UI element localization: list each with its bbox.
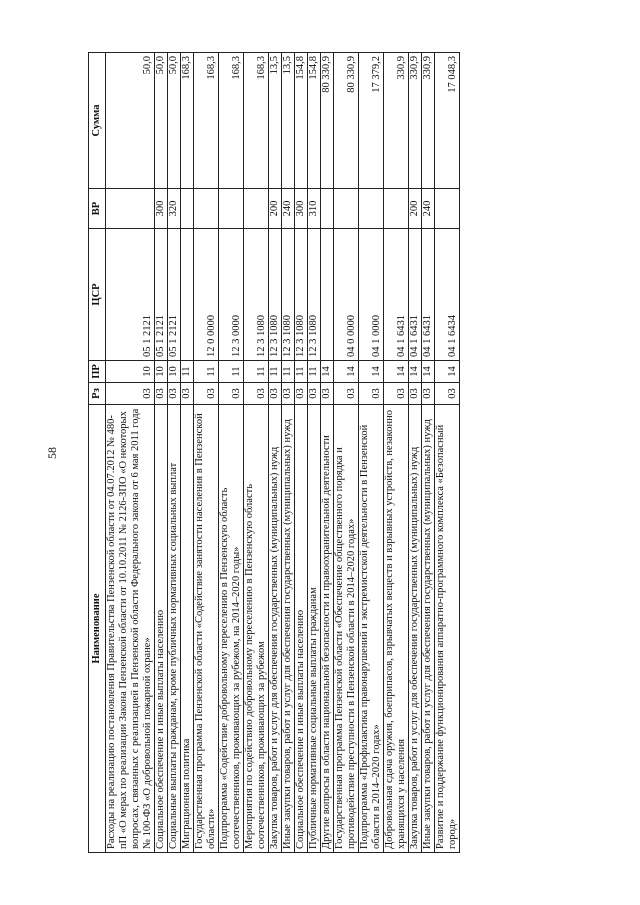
cell-rz: 03	[422, 383, 435, 405]
cell-sum: 17 048,3	[435, 53, 460, 189]
table-row	[219, 53, 244, 853]
table-row	[269, 53, 282, 853]
cell-vr	[181, 189, 194, 229]
table-row	[155, 53, 168, 853]
cell-csr: 05 1 2121	[155, 229, 168, 361]
cell-pr: 11	[295, 361, 308, 383]
cell-name: Другие вопросы в области национальной безопасности и правоохранительной деятельности	[321, 405, 334, 853]
cell-vr: 300	[295, 189, 308, 229]
cell-vr: 300	[155, 189, 168, 229]
header-sum: Сумма	[89, 53, 106, 189]
cell-vr	[244, 189, 269, 229]
cell-name: Иные закупки товаров, работ и услуг для обеспечения государственных (муниципальных) нужд	[282, 405, 295, 853]
cell-sum: 154,8	[308, 53, 321, 189]
cell-pr: 10	[168, 361, 181, 383]
cell-pr: 14	[422, 361, 435, 383]
table-row	[181, 53, 194, 853]
cell-sum: 50,0	[106, 53, 155, 189]
cell-name: Подпрограмма «Содействие добровольному переселению в Пензенскую область соотечественников, проживающих за рубежом, на 2014–2020 годы»	[219, 405, 244, 853]
cell-vr: 240	[282, 189, 295, 229]
cell-rz: 03	[106, 383, 155, 405]
cell-csr: 05 1 2121	[106, 229, 155, 361]
cell-sum: 13,5	[282, 53, 295, 189]
cell-csr: 12 3 1080	[308, 229, 321, 361]
table-row	[321, 53, 334, 853]
cell-sum: 80 330,9	[334, 53, 359, 189]
cell-pr: 14	[334, 361, 359, 383]
table-row	[422, 53, 435, 853]
cell-rz: 03	[435, 383, 460, 405]
cell-pr: 11	[219, 361, 244, 383]
cell-pr: 11	[269, 361, 282, 383]
cell-name: Социальные выплаты гражданам, кроме публичных нормативных социальных выплат	[168, 405, 181, 853]
cell-rz: 03	[321, 383, 334, 405]
cell-rz: 03	[219, 383, 244, 405]
cell-sum: 50,0	[155, 53, 168, 189]
cell-csr: 04 1 6434	[435, 229, 460, 361]
table-row	[435, 53, 460, 853]
cell-name: Иные закупки товаров, работ и услуг для обеспечения государственных (муниципальных) нужд	[422, 405, 435, 853]
cell-name: Мероприятия по содействию добровольному переселению в Пензенскую область соотечественников, проживающих за рубежом	[244, 405, 269, 853]
cell-rz: 03	[168, 383, 181, 405]
cell-name: Добровольная сдача оружия, боеприпасов, взрывчатых веществ и взрывных устройств, незаконно хранящихся у населения	[384, 405, 409, 853]
cell-csr	[321, 229, 334, 361]
cell-sum: 330,9	[409, 53, 422, 189]
cell-name: Расходы на реализацию постановления Правительства Пензенской области от 04.07.2012 № 480-пП «О мерах по реализации Закона Пензенской области от 10.10.2011 № 2126-ЗПО «О некоторых вопросах, связанных с реализацией в Пензенской области Федерального закона от 6 мая 2011 года № 100-ФЗ «О добровольной пожарной охране»	[106, 405, 155, 853]
cell-rz: 03	[269, 383, 282, 405]
table-row	[106, 53, 155, 853]
cell-vr	[219, 189, 244, 229]
cell-pr: 11	[181, 361, 194, 383]
cell-pr: 14	[359, 361, 384, 383]
cell-pr: 14	[384, 361, 409, 383]
cell-rz: 03	[359, 383, 384, 405]
cell-rz: 03	[244, 383, 269, 405]
cell-sum: 80 330,9	[321, 53, 334, 189]
cell-vr	[359, 189, 384, 229]
cell-rz: 03	[282, 383, 295, 405]
table-row	[282, 53, 295, 853]
cell-sum: 168,3	[194, 53, 219, 189]
cell-csr: 12 3 0000	[219, 229, 244, 361]
header-csr: ЦСР	[89, 229, 106, 361]
cell-csr: 04 1 6431	[409, 229, 422, 361]
cell-vr	[321, 189, 334, 229]
cell-sum: 13,5	[269, 53, 282, 189]
cell-csr: 12 3 1080	[244, 229, 269, 361]
table-row	[359, 53, 384, 853]
cell-name: Закупка товаров, работ и услуг для обеспечения государственных (муниципальных) нужд	[269, 405, 282, 853]
cell-csr: 12 3 1080	[282, 229, 295, 361]
header-pr: ПР	[89, 361, 106, 383]
cell-vr	[334, 189, 359, 229]
table-row	[334, 53, 359, 853]
cell-pr: 10	[155, 361, 168, 383]
cell-vr: 320	[168, 189, 181, 229]
cell-name: Закупка товаров, работ и услуг для обеспечения государственных (муниципальных) нужд	[409, 405, 422, 853]
table-body	[106, 53, 460, 853]
cell-vr	[194, 189, 219, 229]
cell-vr	[106, 189, 155, 229]
cell-rz: 03	[181, 383, 194, 405]
cell-name: Государственная программа Пензенской области «Содействие занятости населения в Пензенской области»	[194, 405, 219, 853]
cell-name: Миграционная политика	[181, 405, 194, 853]
cell-csr	[181, 229, 194, 361]
rotated-page	[88, 53, 558, 853]
cell-pr: 11	[282, 361, 295, 383]
cell-rz: 03	[409, 383, 422, 405]
cell-vr	[384, 189, 409, 229]
cell-sum: 330,9	[422, 53, 435, 189]
budget-table	[88, 52, 460, 853]
cell-name: Государственная программа Пензенской области «Обеспечение общественного порядка и противодействие преступности в Пензенской области в 2014–2020 годах»	[334, 405, 359, 853]
cell-rz: 03	[295, 383, 308, 405]
cell-name: Подпрограмма «Профилактика правонарушений и экстремистской деятельности в Пензенской области в 2014–2020 годах»	[359, 405, 384, 853]
cell-pr: 10	[106, 361, 155, 383]
cell-sum: 168,3	[244, 53, 269, 189]
table-row	[194, 53, 219, 853]
cell-csr: 12 3 1080	[269, 229, 282, 361]
cell-csr: 12 3 1080	[295, 229, 308, 361]
page-number: 58	[45, 447, 59, 459]
cell-sum: 168,3	[219, 53, 244, 189]
cell-csr: 12 0 0000	[194, 229, 219, 361]
cell-vr: 200	[269, 189, 282, 229]
cell-rz: 03	[384, 383, 409, 405]
table-row	[308, 53, 321, 853]
cell-csr: 05 1 2121	[168, 229, 181, 361]
cell-vr: 310	[308, 189, 321, 229]
cell-pr: 11	[194, 361, 219, 383]
table-row	[295, 53, 308, 853]
table-row	[168, 53, 181, 853]
cell-pr: 11	[308, 361, 321, 383]
cell-sum: 330,9	[384, 53, 409, 189]
cell-name: Социальное обеспечение и иные выплаты населению	[155, 405, 168, 853]
cell-name: Публичные нормативные социальные выплаты гражданам	[308, 405, 321, 853]
cell-name: Социальное обеспечение и иные выплаты населению	[295, 405, 308, 853]
cell-sum: 50,0	[168, 53, 181, 189]
cell-csr: 04 1 6431	[422, 229, 435, 361]
cell-vr: 200	[409, 189, 422, 229]
cell-csr: 04 0 0000	[334, 229, 359, 361]
cell-sum: 154,8	[295, 53, 308, 189]
header-name: Наименование	[89, 405, 106, 853]
cell-rz: 03	[334, 383, 359, 405]
cell-name: Развитие и поддержание функционирования аппаратно-программного комплекса «Безопасный город»	[435, 405, 460, 853]
header-vr: ВР	[89, 189, 106, 229]
cell-vr	[435, 189, 460, 229]
cell-rz: 03	[308, 383, 321, 405]
cell-sum: 168,3	[181, 53, 194, 189]
cell-pr: 14	[409, 361, 422, 383]
cell-rz: 03	[194, 383, 219, 405]
cell-pr: 14	[435, 361, 460, 383]
cell-csr: 04 1 0000	[359, 229, 384, 361]
table-row	[384, 53, 409, 853]
header-rz: Рз	[89, 383, 106, 405]
cell-pr: 11	[244, 361, 269, 383]
cell-sum: 17 379,2	[359, 53, 384, 189]
cell-csr: 04 1 6431	[384, 229, 409, 361]
table-row	[409, 53, 422, 853]
cell-vr: 240	[422, 189, 435, 229]
table-header-row	[89, 53, 106, 853]
cell-pr: 14	[321, 361, 334, 383]
cell-rz: 03	[155, 383, 168, 405]
table-row	[244, 53, 269, 853]
